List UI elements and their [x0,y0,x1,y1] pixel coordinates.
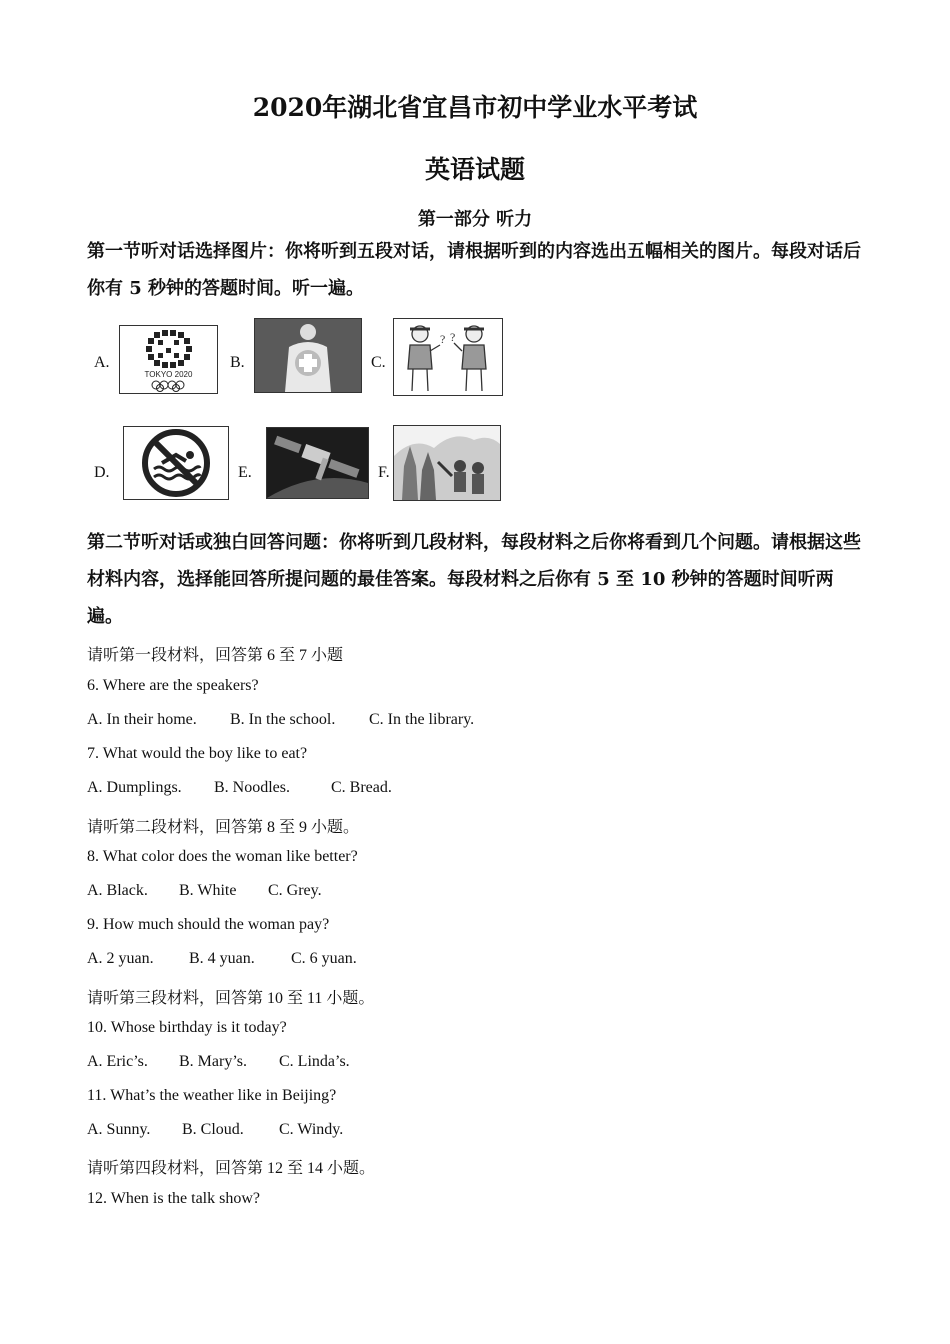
material-instruction: 请听第三段材料，回答第 10 至 11 小题。 [87,990,375,1007]
part-title: 第一部分 听力 [417,209,533,230]
picture-a-letter: A. [94,354,110,371]
space-station-icon [267,428,368,498]
picture-c-letter: C. [371,354,386,371]
material-instruction: 请听第二段材料，回答第 8 至 9 小题。 [87,819,360,836]
picture-a-caption: TOKYO 2020 [144,370,193,379]
picture-e [266,427,369,499]
picture-d [123,426,229,500]
picture-e-letter: E. [238,464,252,481]
question-text: 11. What’s the weather like in Beijing? [87,1087,337,1104]
picture-d-letter: D. [94,464,110,481]
picture-b-letter: B. [230,354,245,371]
answer-option: A. In their home. [87,711,197,728]
answer-option: B. Mary’s. [179,1053,247,1070]
question-text: 9. How much should the woman pay? [87,916,330,933]
answer-option: C. Grey. [268,882,322,899]
olympic-logo-icon [120,326,217,393]
answer-option: A. Sunny. [87,1121,151,1138]
section2-instructions: 第二节听对话或独白回答问题：你将听到几段材料，每段材料之后你将看到几个问题。请根据这些材料内容，选择能回答所提问题的最佳答案。每段材料之后你有 5 至 10 秒钟的答题时间听两遍。 [87,532,861,627]
answer-option: A. Black. [87,882,148,899]
picture-f-letter: F. [378,464,390,481]
no-swimming-icon [124,427,228,499]
material-instruction: 请听第四段材料，回答第 12 至 14 小题。 [87,1160,376,1177]
answer-option: C. Linda’s. [279,1053,350,1070]
doctor-icon [255,319,361,392]
answer-option: A. Eric’s. [87,1053,148,1070]
question-text: 6. Where are the speakers? [87,677,259,694]
exam-title: 2020年湖北省宜昌市初中学业水平考试 [252,93,698,122]
answer-option: C. In the library. [369,711,475,728]
picture-c [393,318,503,396]
question-text: 8. What color does the woman like better? [87,848,358,865]
subject-title: 英语试题 [424,155,525,184]
answer-option: C. 6 yuan. [291,950,357,967]
answer-option: A. Dumplings. [87,779,182,796]
answer-option: B. 4 yuan. [189,950,255,967]
answer-option: B. Noodles. [214,779,290,796]
picture-b [254,318,362,393]
answer-option: B. Cloud. [182,1121,244,1138]
firefighters-icon [394,426,500,500]
question-text: 12. When is the talk show? [87,1190,261,1207]
answer-option: C. Windy. [279,1121,344,1138]
question-text: 7. What would the boy like to eat? [87,745,308,762]
section1-instructions: 第一节听对话选择图片：你将听到五段对话，请根据听到的内容选出五幅相关的图片。每段对话后你有 5 秒钟的答题时间。听一遍。 [87,241,861,299]
answer-option: A. 2 yuan. [87,950,154,967]
question-text: 10. Whose birthday is it today? [87,1019,287,1036]
two-children-icon [394,319,502,395]
answer-option: B. In the school. [230,711,336,728]
svg-text:?: ? [440,332,446,346]
answer-option: C. Bread. [331,779,392,796]
answer-option: B. White [179,882,237,899]
picture-f [393,425,501,501]
material-instruction: 请听第一段材料，回答第 6 至 7 小题 [87,647,344,664]
svg-text:?: ? [450,330,456,344]
picture-a [119,325,218,394]
